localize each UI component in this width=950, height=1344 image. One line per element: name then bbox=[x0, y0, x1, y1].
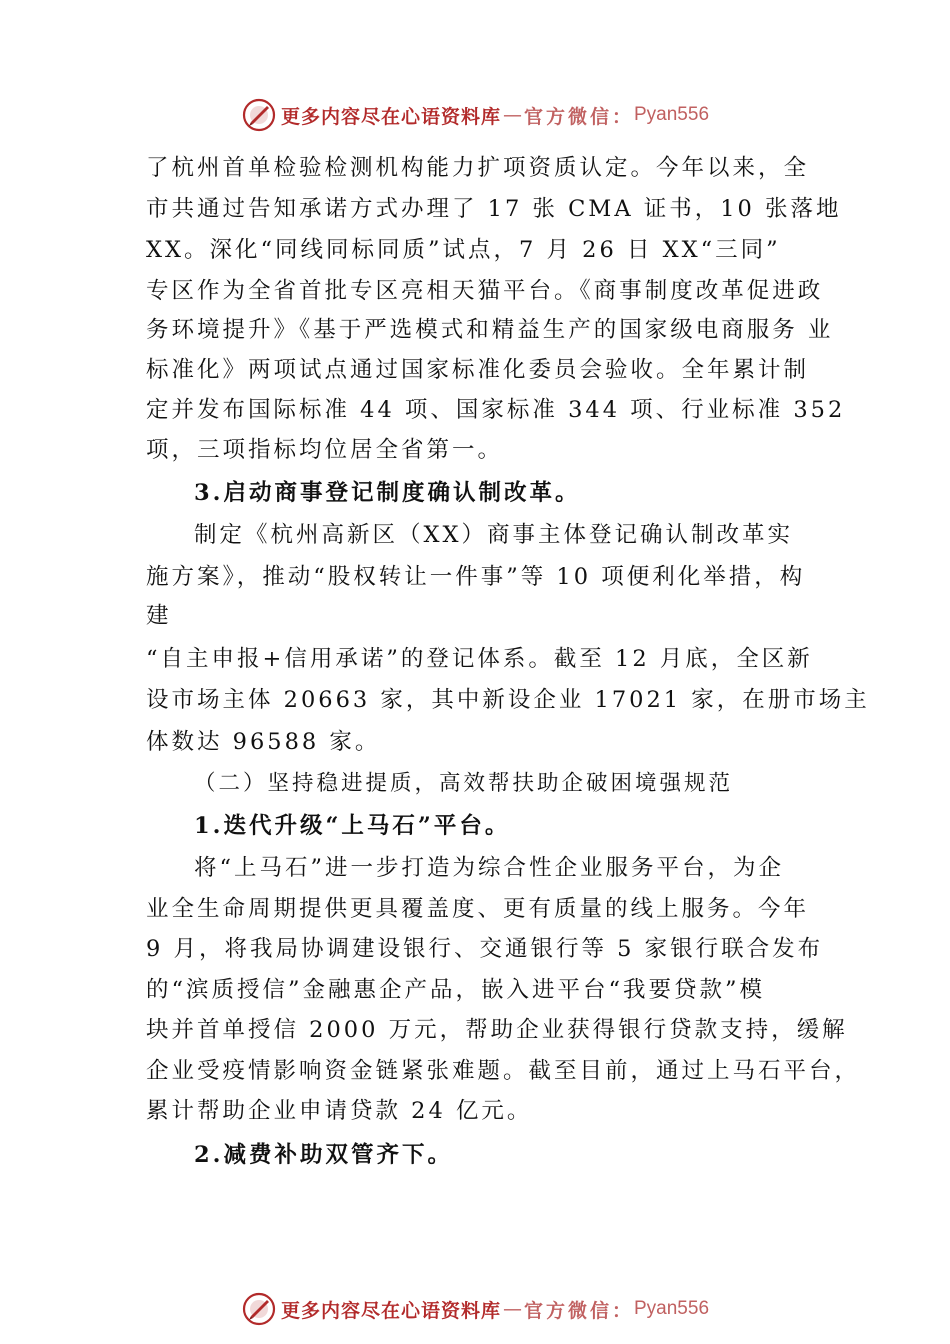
banner-title: 更多内容尽在心语资料库 bbox=[280, 105, 501, 128]
paragraph-line: 务环境提升》《基于严选模式和精益生产的国家级电商服务 业 bbox=[146, 317, 834, 343]
logo-icon bbox=[241, 97, 277, 133]
banner-wechat-id: Pyan556 bbox=[634, 104, 710, 125]
paragraph-line: 标准化》两项试点通过国家标准化委员会验收。全年累计制 bbox=[146, 357, 810, 383]
banner-title: 更多内容尽在心语资料库 bbox=[280, 1299, 501, 1322]
paragraph-line: “自主申报+信用承诺”的登记体系。截至 12 月底，全区新 bbox=[146, 646, 813, 672]
paragraph-line: 将“上马石”进一步打造为综合性企业服务平台，为企 bbox=[194, 855, 785, 881]
banner-wechat-id: Pyan556 bbox=[634, 1298, 710, 1319]
banner-note: 官方微信： bbox=[523, 105, 634, 128]
paragraph-line: 了杭州首单检验检测机构能力扩项资质认定。今年以来，全 bbox=[146, 155, 810, 181]
footer-watermark bbox=[0, 1289, 950, 1329]
banner-note: 官方微信： bbox=[523, 1299, 634, 1322]
paragraph-line: 块并首单授信 2000 万元，帮助企业获得银行贷款支持，缓解 bbox=[146, 1017, 848, 1043]
banner-separator: — bbox=[502, 1298, 522, 1320]
paragraph-line: 施方案》，推动“股权转让一件事”等 10 项便利化举措，构 bbox=[146, 564, 806, 590]
paragraph-line: 项，三项指标均位居全省第一。 bbox=[146, 437, 504, 463]
paragraph-line: 体数达 96588 家。 bbox=[146, 729, 381, 755]
logo-icon bbox=[241, 1291, 277, 1327]
paragraph-line: 市共通过告知承诺方式办理了 17 张 CMA 证书，10 张落地 bbox=[146, 196, 842, 222]
header-watermark bbox=[0, 95, 950, 135]
section-heading: 3.启动商事登记制度确认制改革。 bbox=[194, 480, 581, 506]
paragraph-line: 制定《杭州高新区（XX）商事主体登记确认制改革实 bbox=[194, 522, 794, 548]
paragraph-line: 建 bbox=[146, 603, 172, 629]
paragraph-line: 设市场主体 20663 家，其中新设企业 17021 家，在册市场主 bbox=[146, 687, 870, 713]
paragraph-line: 专区作为全省首批专区亮相天猫平台。《商事制度改革促进政 bbox=[146, 278, 824, 304]
section-heading: 2.减费补助双管齐下。 bbox=[194, 1142, 453, 1168]
paragraph-line: 9 月，将我局协调建设银行、交通银行等 5 家银行联合发布 bbox=[146, 936, 824, 962]
paragraph-line: 累计帮助企业申请贷款 24 亿元。 bbox=[146, 1098, 533, 1124]
banner-separator: — bbox=[502, 104, 522, 126]
paragraph-line: 定并发布国际标准 44 项、国家标准 344 项、行业标准 352 bbox=[146, 397, 846, 423]
chapter-heading: （二）坚持稳进提质，高效帮扶助企破困境强规范 bbox=[194, 771, 734, 796]
paragraph-line: XX。深化“同线同标同质”试点，7 月 26 日 XX“三同” bbox=[146, 237, 781, 263]
section-heading: 1.迭代升级“上马石”平台。 bbox=[194, 813, 511, 839]
paragraph-line: 业全生命周期提供更具覆盖度、更有质量的线上服务。今年 bbox=[146, 896, 810, 922]
paragraph-line: 的“滨质授信”金融惠企产品，嵌入进平台“我要贷款”模 bbox=[146, 977, 766, 1003]
paragraph-line: 企业受疫情影响资金链紧张难题。截至目前，通过上马石平台， bbox=[146, 1058, 861, 1084]
